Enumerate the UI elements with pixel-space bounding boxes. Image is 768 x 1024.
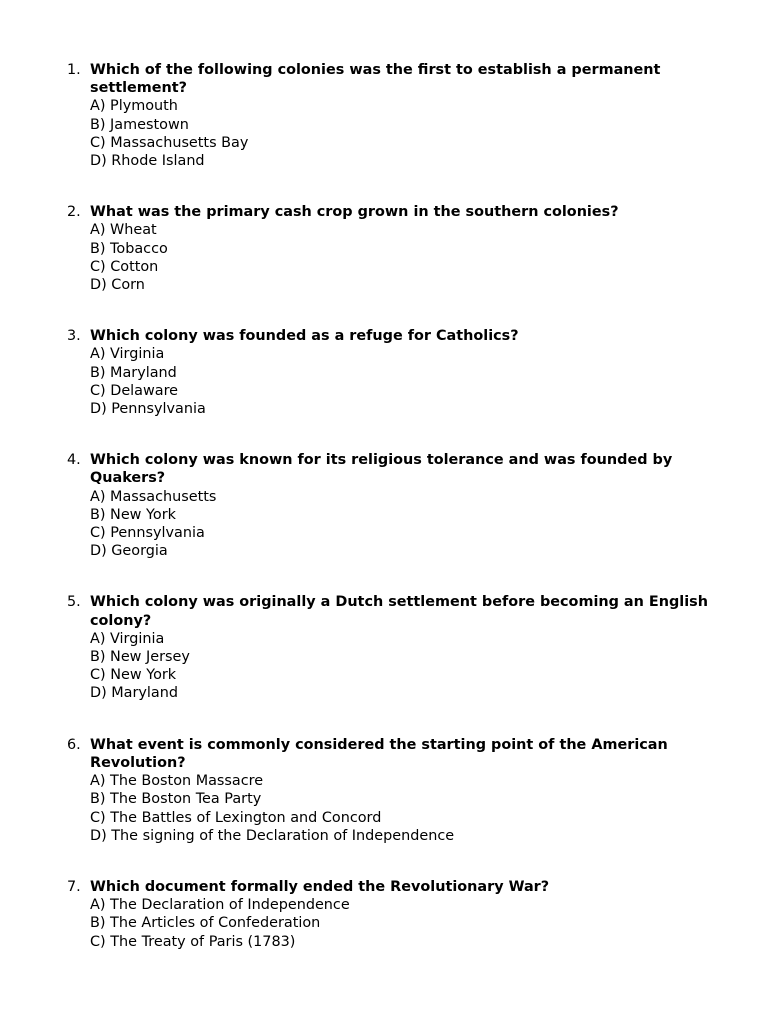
answer-option-a: A) The Boston Massacre [90, 773, 264, 790]
answer-option-d: D) The signing of the Declaration of Independence [90, 827, 455, 844]
question-7 [0, 878, 768, 951]
answer-option-d: D) Maryland [90, 685, 179, 702]
question-6 [0, 736, 768, 845]
answer-option-b: B) The Boston Tea Party [90, 791, 262, 808]
answer-option-b: B) The Articles of Confederation [90, 915, 321, 932]
question-number: 1. [67, 62, 81, 78]
question-4 [0, 451, 768, 560]
answer-option-a: A) Plymouth [90, 98, 178, 115]
answer-option-b: B) Tobacco [90, 240, 168, 257]
answer-option-c: C) The Treaty of Paris (1783) [90, 933, 296, 950]
answer-option-b: B) New York [90, 506, 176, 523]
answer-option-a: A) Virginia [90, 630, 165, 647]
question-number: 6. [67, 736, 81, 753]
question-number: 4. [67, 452, 81, 469]
question-3 [0, 327, 768, 418]
question-number: 5. [67, 594, 81, 611]
question-number: 3. [67, 328, 81, 345]
answer-option-c: C) Massachusetts Bay [90, 134, 249, 151]
question-2 [0, 203, 768, 294]
answer-option-d: D) Rhode Island [90, 153, 205, 170]
answer-option-d: D) Corn [90, 277, 145, 294]
answer-option-a: A) Wheat [90, 222, 157, 239]
answer-option-c: C) The Battles of Lexington and Concord [90, 809, 382, 826]
question-5 [0, 593, 768, 702]
answer-option-c: C) New York [90, 667, 177, 684]
answer-option-c: C) Cotton [90, 258, 159, 275]
question-text: Which of the following colonies was the first to establish a permanent settlement? [90, 62, 661, 97]
answer-option-d: D) Georgia [90, 543, 168, 560]
answer-option-c: C) Pennsylvania [90, 525, 205, 542]
answer-option-c: C) Delaware [90, 382, 179, 399]
question-text: Which document formally ended the Revolutionary War? [90, 878, 550, 895]
answer-option-d: D) Pennsylvania [90, 401, 206, 418]
question-text: Which colony was originally a Dutch settlement before becoming an English colony? [90, 594, 708, 629]
answer-option-b: B) New Jersey [90, 649, 190, 666]
question-1 [0, 61, 768, 170]
question-text: What event is commonly considered the starting point of the American Revolution? [90, 736, 668, 771]
answer-option-a: A) The Declaration of Independence [90, 897, 350, 914]
quiz-list [0, 61, 768, 984]
answer-option-b: B) Maryland [90, 364, 177, 381]
answer-option-a: A) Virginia [90, 346, 165, 363]
question-number: 7. [67, 878, 81, 895]
question-text: What was the primary cash crop grown in the southern colonies? [90, 204, 619, 221]
question-text: Which colony was founded as a refuge for Catholics? [90, 328, 519, 345]
answer-option-b: B) Jamestown [90, 116, 189, 133]
question-text: Which colony was known for its religious tolerance and was founded by Quakers? [90, 452, 673, 487]
answer-option-a: A) Massachusetts [90, 488, 217, 505]
question-number: 2. [67, 204, 81, 221]
